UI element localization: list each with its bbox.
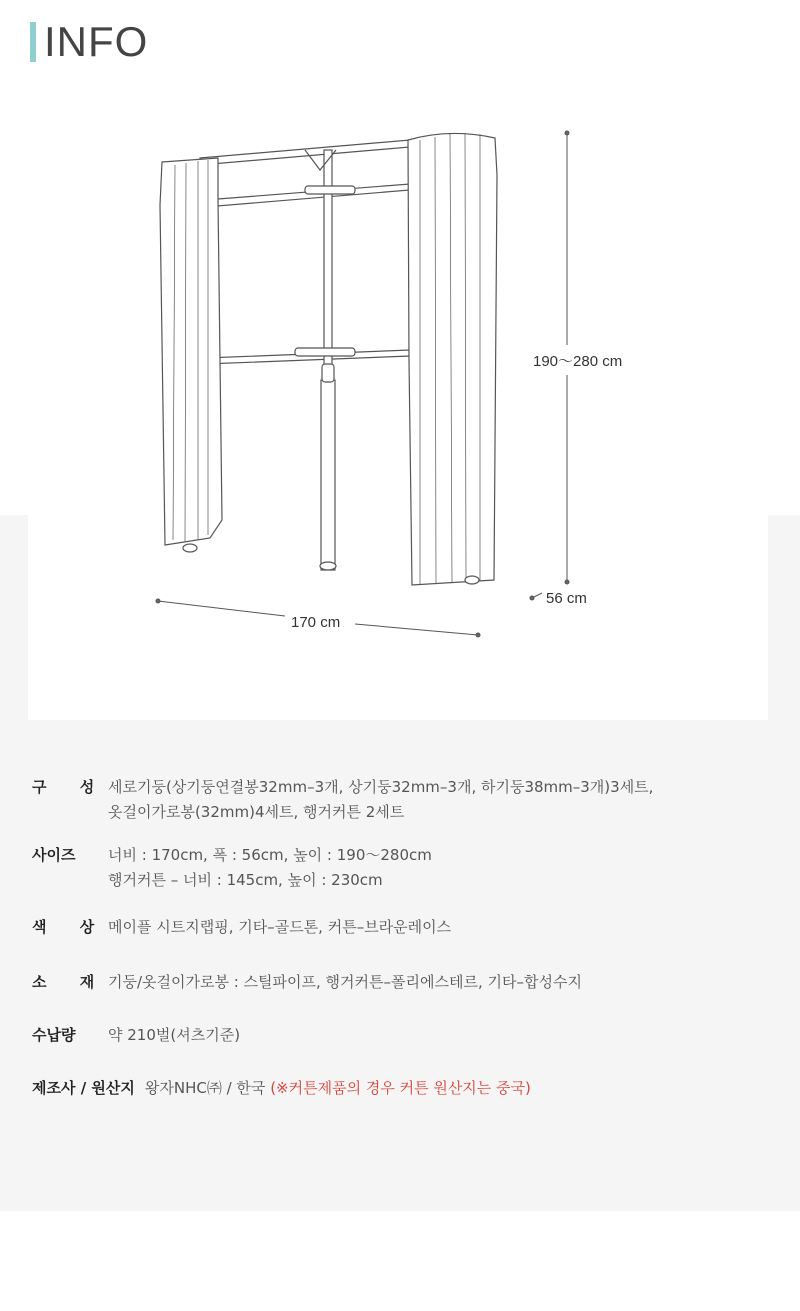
spec-label: 수납량 <box>32 1026 76 1044</box>
spec-value <box>108 843 432 893</box>
spec-line: 너비 : 170cm, 폭 : 56cm, 높이 : 190～280cm <box>108 846 432 864</box>
spec-label: 소 재 <box>32 973 109 991</box>
depth-dimension-label: 56 cm <box>546 590 587 607</box>
spec-line: 행거커튼 – 너비 : 145cm, 높이 : 230cm <box>108 871 383 889</box>
spec-value <box>108 915 451 940</box>
spec-line: 약 210벌(셔츠기준) <box>108 1026 241 1044</box>
spec-line: 메이플 시트지랩핑, 기타–골드톤, 커튼–브라운레이스 <box>108 918 452 936</box>
spec-line: 세로기둥(상기둥연결봉32mm–3개, 상기둥32mm–3개, 하기둥38mm–3개)3세트, <box>108 778 654 796</box>
spec-row-capacity <box>32 1023 782 1048</box>
spec-label: 사이즈 <box>32 846 76 864</box>
spec-line: 옷걸이가로봉(32mm)4세트, 행거커튼 2세트 <box>108 803 405 821</box>
spec-value <box>108 1023 240 1048</box>
spec-row-material <box>32 970 782 995</box>
spec-row-manufacturer <box>32 1076 782 1101</box>
spec-value <box>145 1076 531 1101</box>
width-dimension-label: 170 cm <box>291 614 341 631</box>
manufacturer-origin: 왕자NHC㈜ / 한국 <box>144 1079 266 1097</box>
spec-label: 색 상 <box>32 918 109 936</box>
height-dimension-label: 190～280 cm <box>533 353 623 370</box>
spec-value <box>108 775 653 825</box>
page-title: INFO <box>44 18 149 65</box>
spec-row-color <box>32 915 782 940</box>
origin-note: (※커튼제품의 경우 커튼 원산지는 중국) <box>270 1079 531 1097</box>
spec-label: 제조사 / 원산지 <box>32 1079 135 1097</box>
spec-label: 구 성 <box>32 778 109 796</box>
spec-row-size <box>32 843 782 893</box>
spec-list <box>32 775 782 1101</box>
spec-value <box>108 970 582 995</box>
spec-line: 기둥/옷걸이가로봉 : 스틸파이프, 행거커튼–폴리에스테르, 기타–합성수지 <box>108 973 582 991</box>
spec-row-composition <box>32 775 782 825</box>
